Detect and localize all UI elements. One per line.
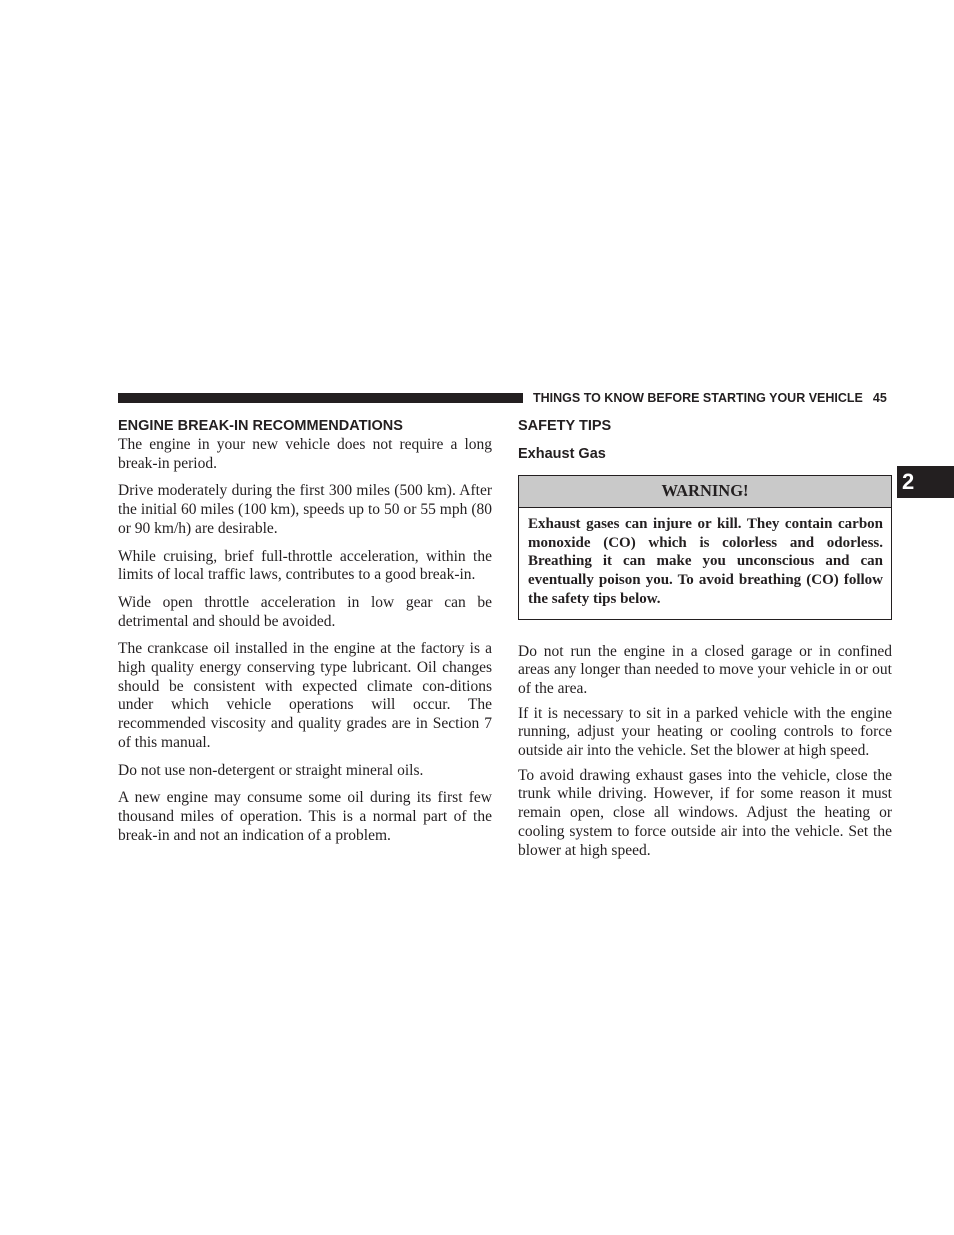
left-column xyxy=(118,417,492,845)
paragraph: Wide open throttle acceleration in low gear can be detrimental and should be avoided. xyxy=(118,593,492,630)
section-heading-engine-break-in: ENGINE BREAK-IN RECOMMENDATIONS xyxy=(118,418,403,434)
warning-title: WARNING! xyxy=(519,476,891,508)
paragraph: The engine in your new vehicle does not require a long break-in period. xyxy=(118,436,492,472)
header-rule xyxy=(118,393,523,403)
warning-body: Exhaust gases can injure or kill. They contain carbon monoxide (CO) which is colorless and odorless. Breathing it can make you unconscious and can eventually poison you. To avoid breathing (CO) follow the safety tips below. xyxy=(528,516,883,607)
warning-box xyxy=(518,475,892,620)
subheading-exhaust-gas: Exhaust Gas xyxy=(518,446,606,462)
section-heading-safety-tips: SAFETY TIPS xyxy=(518,418,612,434)
paragraph: While cruising, brief full-throttle acceleration, within the limits of local traffic laws, contributes to a good break-in. xyxy=(118,547,492,584)
paragraph: The crankcase oil installed in the engine at the factory is a high quality energy conserving type lubricant. Oil changes should be consistent with expected climate con-ditions under which vehicle operations will occur. The recommended viscosity and quality grades are in Section 7 of this manual. xyxy=(118,640,492,751)
paragraph: Do not run the engine in a closed garage or in confined areas any longer than needed to move your vehicle in or out of the area. xyxy=(518,642,892,697)
right-column xyxy=(518,417,892,860)
paragraph: If it is necessary to sit in a parked vehicle with the engine running, adjust your heating or cooling controls to force outside air into the vehicle. Set the blower at high speed. xyxy=(518,704,892,760)
chapter-tab: 2 xyxy=(897,466,954,498)
page-number: 45 xyxy=(872,391,887,405)
running-title: THINGS TO KNOW BEFORE STARTING YOUR VEHICLE xyxy=(533,391,863,405)
paragraph: Do not use non-detergent or straight mineral oils. xyxy=(118,761,424,779)
paragraph: Drive moderately during the first 300 miles (500 km). After the initial 60 miles (100 km), speeds up to 50 or 55 mph (80 or 90 km/h) are desirable. xyxy=(118,482,492,537)
paragraph: To avoid drawing exhaust gases into the vehicle, close the trunk while driving. However, if for some reason it must remain open, close all windows. Adjust the heating or cooling system to force outside air into the vehicle. Set the blower at high speed. xyxy=(518,766,892,859)
running-header xyxy=(533,390,887,406)
paragraph: A new engine may consume some oil during its first few thousand miles of operation. This is a normal part of the break-in and not an indication of a problem. xyxy=(118,789,492,844)
